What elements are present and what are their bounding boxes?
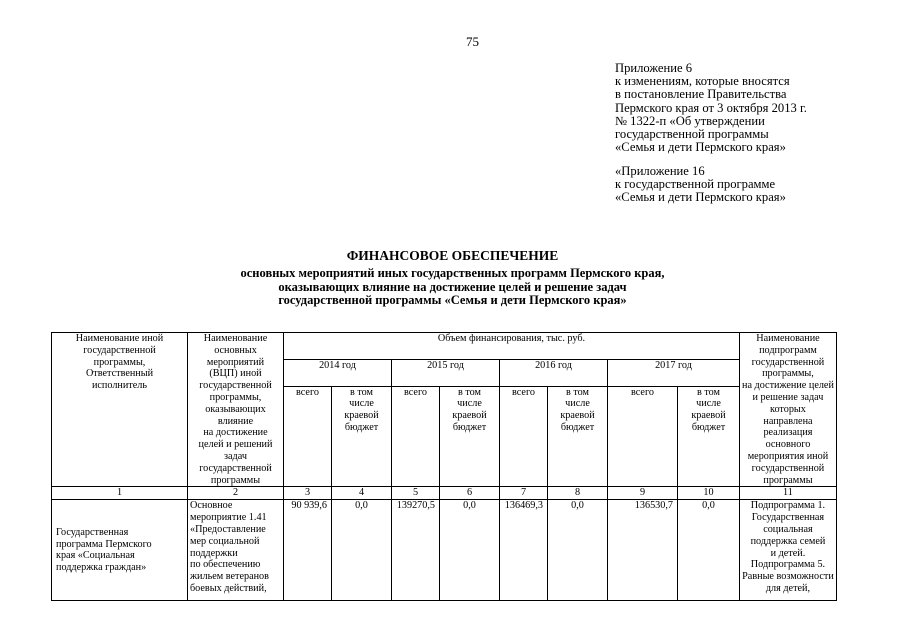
subheader-total: всего [500, 386, 548, 487]
appendix-line: «Семья и дети Пермского края» [615, 140, 786, 155]
column-number: 8 [548, 487, 608, 500]
header-line: краевой [691, 410, 726, 422]
appendix-line: в постановление Правительства [615, 87, 787, 102]
header-line: исполнитель [91, 380, 148, 392]
header-line: реализация [763, 427, 813, 439]
header-line: числе [696, 398, 721, 410]
value-2014-regional: 0,0 [332, 500, 392, 601]
value-2016-regional: 0,0 [548, 500, 608, 601]
header-line: краевой [560, 410, 595, 422]
header-line: подпрограмм [759, 344, 817, 356]
appendix-line: «Семья и дети Пермского края» [615, 190, 786, 205]
cell-line: Государственная [56, 526, 129, 538]
header-line: числе [349, 398, 374, 410]
header-line: программы, [209, 391, 262, 403]
value-2016-total: 136469,3 [500, 500, 548, 601]
cell-line: социальная [763, 523, 813, 535]
subheader-regional [440, 386, 500, 487]
header-line: оказывающих [205, 403, 266, 415]
cell-line: «Предоставление [190, 523, 266, 535]
value-2014-total: 90 939,6 [284, 500, 332, 601]
subheader-regional [678, 386, 740, 487]
subtitle-line: оказывающих влияние на достижение целей и решение задач [278, 279, 627, 294]
header-year-2015: 2015 год [392, 359, 500, 386]
header-line: программы, [93, 356, 146, 368]
header-line: в том [457, 386, 482, 398]
column-number: 3 [284, 487, 332, 500]
header-line: мероприятия иной [747, 450, 829, 462]
header-line: Наименование иной [75, 333, 164, 344]
cell-line: боевых действий, [190, 582, 267, 594]
header-funding: Объем финансирования, тыс. руб. [284, 333, 740, 360]
cell-line: по обеспечению [190, 559, 261, 571]
header-line: числе [565, 398, 590, 410]
appendix-line: № 1322-п «Об утверждении [615, 113, 765, 128]
header-line: Наименование [203, 333, 268, 344]
header-line: основных [214, 344, 257, 356]
cell-line: для детей, [765, 582, 811, 594]
cell-line: программа Пермского [56, 538, 152, 550]
header-line: и решение задач [752, 391, 824, 403]
header-line: Наименование [756, 333, 820, 344]
cell-line: поддержка граждан» [56, 562, 147, 574]
appendix-line: к государственной программе [615, 177, 776, 192]
cell-line: Подпрограмма 1. [750, 500, 826, 512]
measure-name-cell [188, 500, 284, 601]
header-line: числе [457, 398, 482, 410]
cell-line: мероприятие 1.41 [190, 512, 267, 524]
document-title: ФИНАНСОВОЕ ОБЕСПЕЧЕНИЕ [346, 248, 559, 263]
subtitle-line: государственной программы «Семья и дети Пермского края» [278, 293, 627, 307]
header-line: программы [763, 474, 813, 486]
header-line: на достижение [203, 427, 268, 439]
header-line: целей и решений [198, 439, 273, 451]
subheader-regional [548, 386, 608, 487]
cell-line: Равные возможности [742, 571, 834, 583]
header-line: программы, [762, 368, 814, 380]
subheader-regional [332, 386, 392, 487]
header-row-1 [52, 333, 837, 360]
subheader-total: всего [392, 386, 440, 487]
header-line: бюджет [560, 421, 595, 433]
subtitle-line: основных мероприятий иных государственных программ Пермского края, [240, 266, 665, 280]
financing-table [51, 332, 837, 601]
appendix-line: Приложение 6 [615, 61, 693, 75]
header-line: краевой [344, 410, 379, 422]
value-2017-total: 136530,7 [608, 500, 678, 601]
subheader-total: всего [284, 386, 332, 487]
cell-line: Государственная [751, 512, 825, 524]
cell-line: Основное [190, 500, 233, 512]
value-2017-regional: 0,0 [678, 500, 740, 601]
header-program [52, 333, 188, 487]
appendix-line: к изменениям, которые вносятся [615, 74, 790, 89]
column-number: 1 [52, 487, 188, 500]
page-number: 75 [466, 34, 479, 49]
header-line: программы [210, 474, 261, 486]
subheader-total: всего [608, 386, 678, 487]
header-line: краевой [452, 410, 487, 422]
header-year-2016: 2016 год [500, 359, 608, 386]
column-number: 4 [332, 487, 392, 500]
cell-line: мер социальной [190, 535, 260, 547]
appendix-line: государственной программы [615, 127, 769, 142]
header-line: бюджет [344, 421, 379, 433]
header-line: в том [696, 386, 721, 398]
cell-line: Подпрограмма 5. [750, 559, 826, 571]
header-line: государственной [199, 380, 272, 392]
column-number: 9 [608, 487, 678, 500]
header-line: государственной [199, 462, 272, 474]
header-line: основного [765, 439, 811, 451]
header-line: на достижение целей [742, 380, 834, 392]
header-line: которых [770, 403, 806, 415]
appendix-header [615, 62, 895, 154]
table-row [52, 500, 837, 601]
subprograms-cell [740, 500, 837, 601]
header-line: задач [224, 450, 247, 462]
header-line: в том [565, 386, 590, 398]
column-number: 10 [678, 487, 740, 500]
header-line: мероприятий [206, 356, 265, 368]
value-2015-total: 139270,5 [392, 500, 440, 601]
header-line: бюджет [691, 421, 726, 433]
column-number: 11 [740, 487, 837, 500]
cell-line: края «Социальная [56, 550, 135, 562]
cell-line: поддержка семей [750, 535, 826, 547]
program-name-cell [52, 500, 188, 601]
column-number: 6 [440, 487, 500, 500]
cell-line: жильем ветеранов [190, 571, 269, 583]
header-line: в том [349, 386, 374, 398]
cell-line: и детей. [770, 547, 806, 559]
header-line: государственной [751, 462, 825, 474]
column-number: 5 [392, 487, 440, 500]
header-year-2017: 2017 год [608, 359, 740, 386]
header-line: государственной [83, 344, 156, 356]
appendix-subheader [615, 165, 895, 205]
header-line: (ВЦП) иной [209, 368, 262, 380]
appendix-line: «Приложение 16 [615, 164, 705, 178]
appendix-line: Пермского края от 3 октября 2013 г. [615, 100, 807, 115]
header-line: направлена [763, 415, 813, 427]
column-number: 2 [188, 487, 284, 500]
column-number: 7 [500, 487, 548, 500]
column-number-row [52, 487, 837, 500]
header-measure [188, 333, 284, 487]
cell-line: поддержки [190, 547, 238, 559]
header-year-2014: 2014 год [284, 359, 392, 386]
header-line: влияние [217, 415, 254, 427]
document-subtitle [0, 267, 905, 308]
header-line: бюджет [452, 421, 487, 433]
header-subprograms [740, 333, 837, 487]
header-line: Ответственный [85, 368, 154, 380]
header-line: государственной [751, 356, 825, 368]
value-2015-regional: 0,0 [440, 500, 500, 601]
